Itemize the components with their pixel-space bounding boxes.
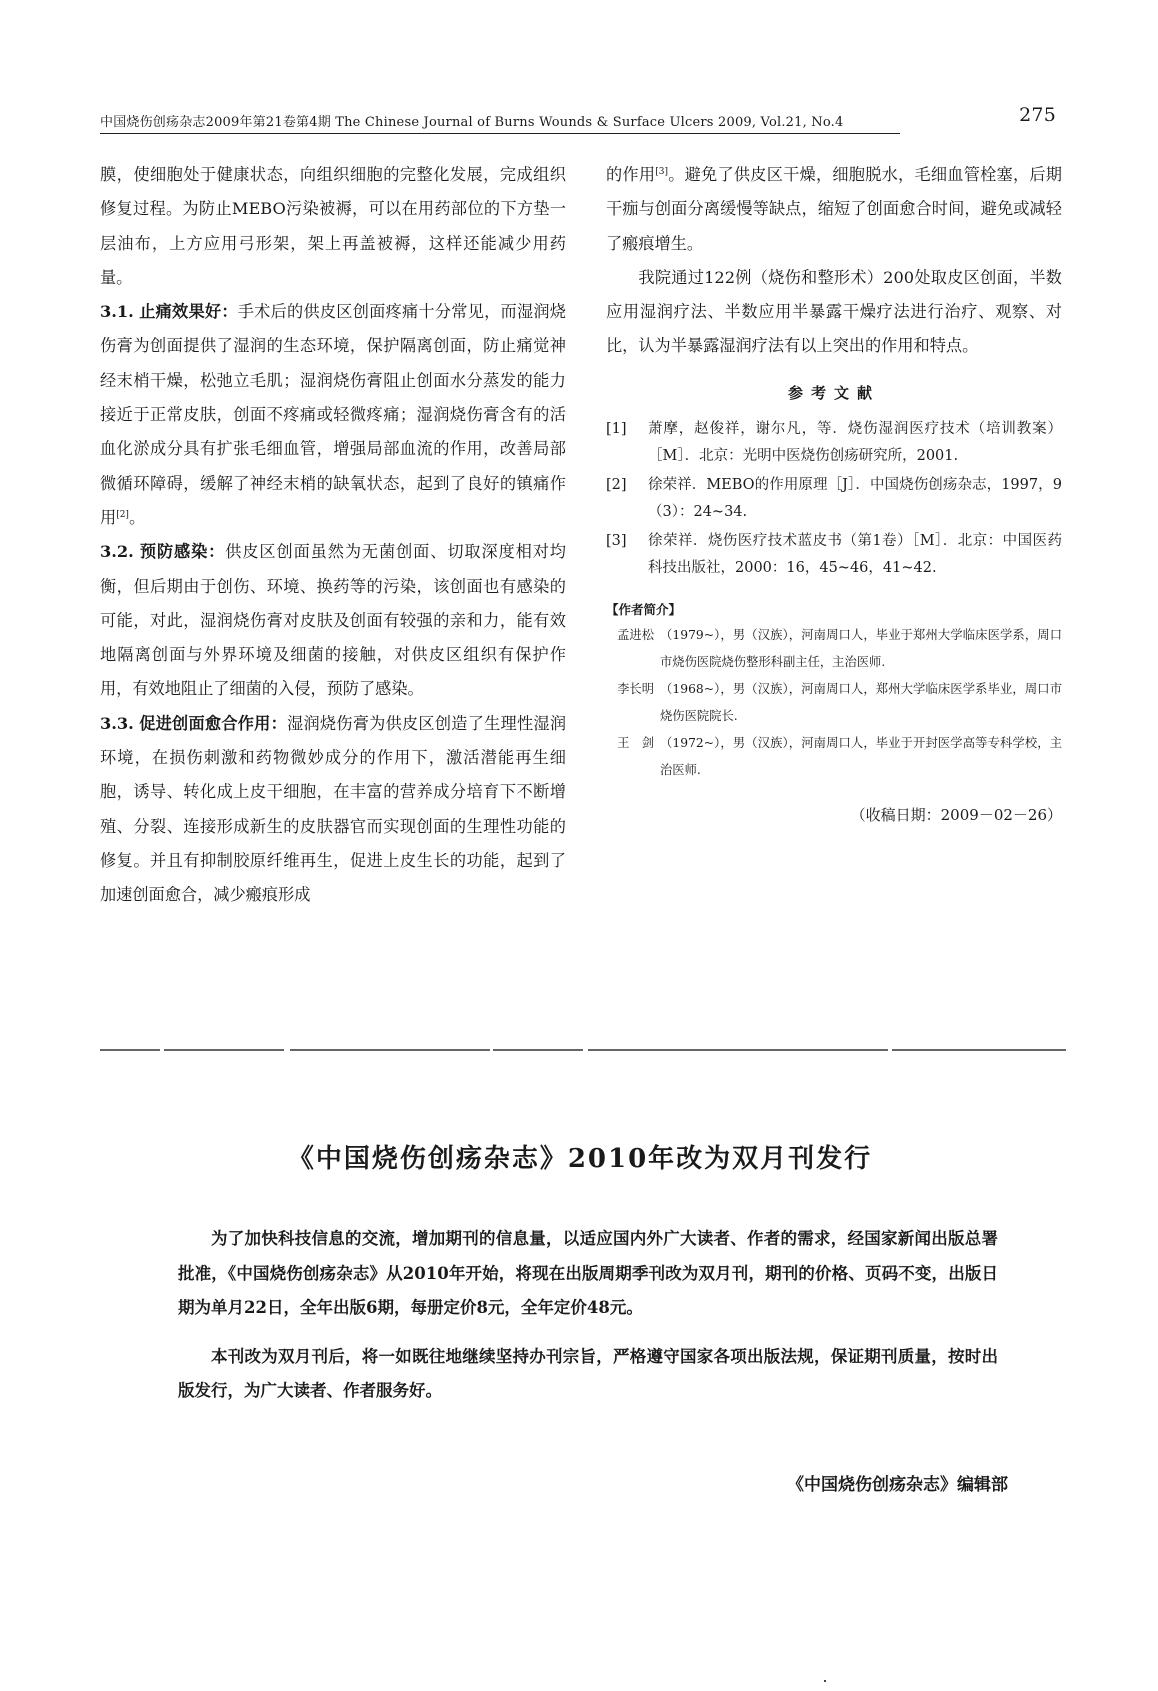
section-text: 手术后的供皮区创面疼痛十分常见，而湿润烧伤膏为创面提供了湿润的生态环境，保护隔离创面，防止痛觉神经末梢干燥，松弛立毛肌；湿润烧伤膏阻止创面水分蒸发的能力接近于正常皮肤，创面不疼痛或轻微疼痛；湿润烧伤膏含有的活血化淤成分具有扩张毛细血管，增强局部血流的作用，改善局部微循环障碍，缓解了神经末梢的缺氧状态，起到了良好的镇痛作用 [100, 302, 566, 527]
section-divider [100, 1049, 1066, 1051]
section-heading: 止痛效果好： [139, 302, 238, 322]
author-bio-item [606, 730, 1062, 784]
notice-paragraph: 为了加快科技信息的交流，增加期刊的信息量，以适应国内外广大读者、作者的需求，经国家新闻出版总署批准，《中国烧伤创疡杂志》从2010年开始，将现在出版周期季刊改为双月刊，期刊的价格、页码不变，出版日期为单月22日，全年出版6期，每册定价8元，全年定价48元。 [178, 1229, 998, 1317]
citation: [3] [655, 167, 668, 177]
reference-item [606, 472, 1062, 526]
author-bio-item [606, 676, 1062, 730]
author-bio-list [606, 622, 1062, 784]
author-bio-text: （1968~），男（汉族），河南周口人，郑州大学临床医学系毕业，周口市烧伤医院院长. [660, 681, 1062, 723]
reference-number: [3] [606, 532, 627, 549]
received-date: （收稿日期：2009－02－26） [850, 805, 1062, 824]
section-text: 湿润烧伤膏为供皮区创造了生理性湿润环境，在损伤刺激和药物微妙成分的作用下，激活潜能再生细胞，诱导、转化成上皮干细胞，在丰富的营养成分培育下不断增殖、分裂、连接形成新生的皮肤器官而实现创面的生理性功能的修复。并且有抑制胶原纤维再生，促进上皮生长的功能，起到了加速创面愈合，减少瘢痕形成 [100, 713, 567, 905]
section-number: 3.1. [100, 302, 134, 322]
reference-text: 萧摩，赵俊祥，谢尔凡，等．烧伤湿润医疗技术（培训教案）［M］．北京：光明中医烧伤创疡研究所，2001. [648, 420, 1062, 464]
notice-title: 《中国烧伤创疡杂志》2010年改为双月刊发行 [287, 1144, 873, 1174]
author-bio-text: （1972~），男（汉族），河南周口人，毕业于开封医学高等专科学校，主治医师. [660, 735, 1062, 777]
notice-paragraph: 本刊改为双月刊后，将一如既往地继续坚持办刊宗旨，严格遵守国家各项出版法规，保证期刊质量，按时出版发行，为广大读者、作者服务好。 [178, 1346, 998, 1400]
author-name: 李长明 [617, 681, 654, 696]
author-name: 孟进松 [617, 627, 654, 642]
reference-item [606, 416, 1062, 470]
section-3-2 [100, 535, 566, 706]
running-header [100, 104, 1060, 134]
section-number: 3.3. [100, 713, 134, 733]
citation: [2] [116, 509, 129, 520]
notice-signature: 《中国烧伤创疡杂志》编辑部 [787, 1475, 1008, 1495]
section-heading: 预防感染： [139, 542, 226, 562]
section-heading: 促进创面愈合作用： [139, 713, 288, 733]
author-name: 王 剑 [617, 735, 654, 750]
references-heading: 参考文献 [787, 383, 880, 402]
author-bio-item [606, 622, 1062, 676]
reference-text: 徐荣祥．烧伤医疗技术蓝皮书（第1卷）［M］．北京：中国医药科技出版社，2000：16，45~46，41~42. [648, 532, 1062, 576]
running-head-text: 中国烧伤创疡杂志2009年第21卷第4期 The Chinese Journal of Burns Wounds & Surface Ulcers 2009, Vol.21, No.4 [100, 115, 844, 130]
reference-number: [2] [606, 476, 627, 493]
section-number: 3.2. [100, 542, 134, 562]
section-text: 供皮区创面虽然为无菌创面、切取深度相对均衡，但后期由于创伤、环境、换药等的污染，该创面也有感染的可能，对此，湿润烧伤膏对皮肤及创面有较强的亲和力，能有效地隔离创面与外界环境及细菌的接触，对供皮区组织有保护作用，有效地阻止了细菌的入侵，预防了感染。 [100, 542, 566, 699]
right-column [606, 158, 1062, 830]
scan-speck [824, 1680, 826, 1682]
reference-number: [1] [606, 420, 627, 437]
page-number: 275 [1019, 104, 1056, 126]
section-end: 。 [128, 507, 146, 527]
reference-item [606, 528, 1062, 582]
reference-list [606, 416, 1062, 582]
paragraph-start: 的作用 [606, 165, 656, 184]
paragraph-rest: 。避免了供皮区干燥，细胞脱水，毛细血管栓塞，后期干痂与创面分离缓慢等缺点，缩短了创面愈合时间，避免或减轻了瘢痕增生。 [606, 165, 1062, 253]
section-3-1 [100, 295, 566, 535]
header-rule [100, 133, 900, 134]
notice-body [178, 1222, 998, 1423]
author-bio-text: （1979~），男（汉族），河南周口人，毕业于郑州大学临床医学系，周口市烧伤医院烧伤整形科副主任，主治医师. [660, 627, 1062, 669]
section-3-3 [100, 707, 566, 913]
reference-text: 徐荣祥．MEBO的作用原理［J］．中国烧伤创疡杂志，1997，9（3）：24~34. [648, 476, 1062, 520]
left-column [100, 158, 566, 913]
paragraph-continued [606, 158, 1062, 261]
author-bio-heading: 【作者简介】 [606, 601, 682, 617]
paragraph-conclusion: 我院通过122例（烧伤和整形术）200处取皮区创面，半数应用湿润疗法、半数应用半暴露干燥疗法进行治疗、观察、对比，认为半暴露湿润疗法有以上突出的作用和特点。 [606, 267, 1062, 356]
paragraph-continued: 膜，使细胞处于健康状态，向组织细胞的完整化发展，完成组织修复过程。为防止MEBO污染被褥，可以在用药部位的下方垫一层油布，上方应用弓形架，架上再盖被褥，这样还能减少用药量。 [100, 165, 566, 287]
